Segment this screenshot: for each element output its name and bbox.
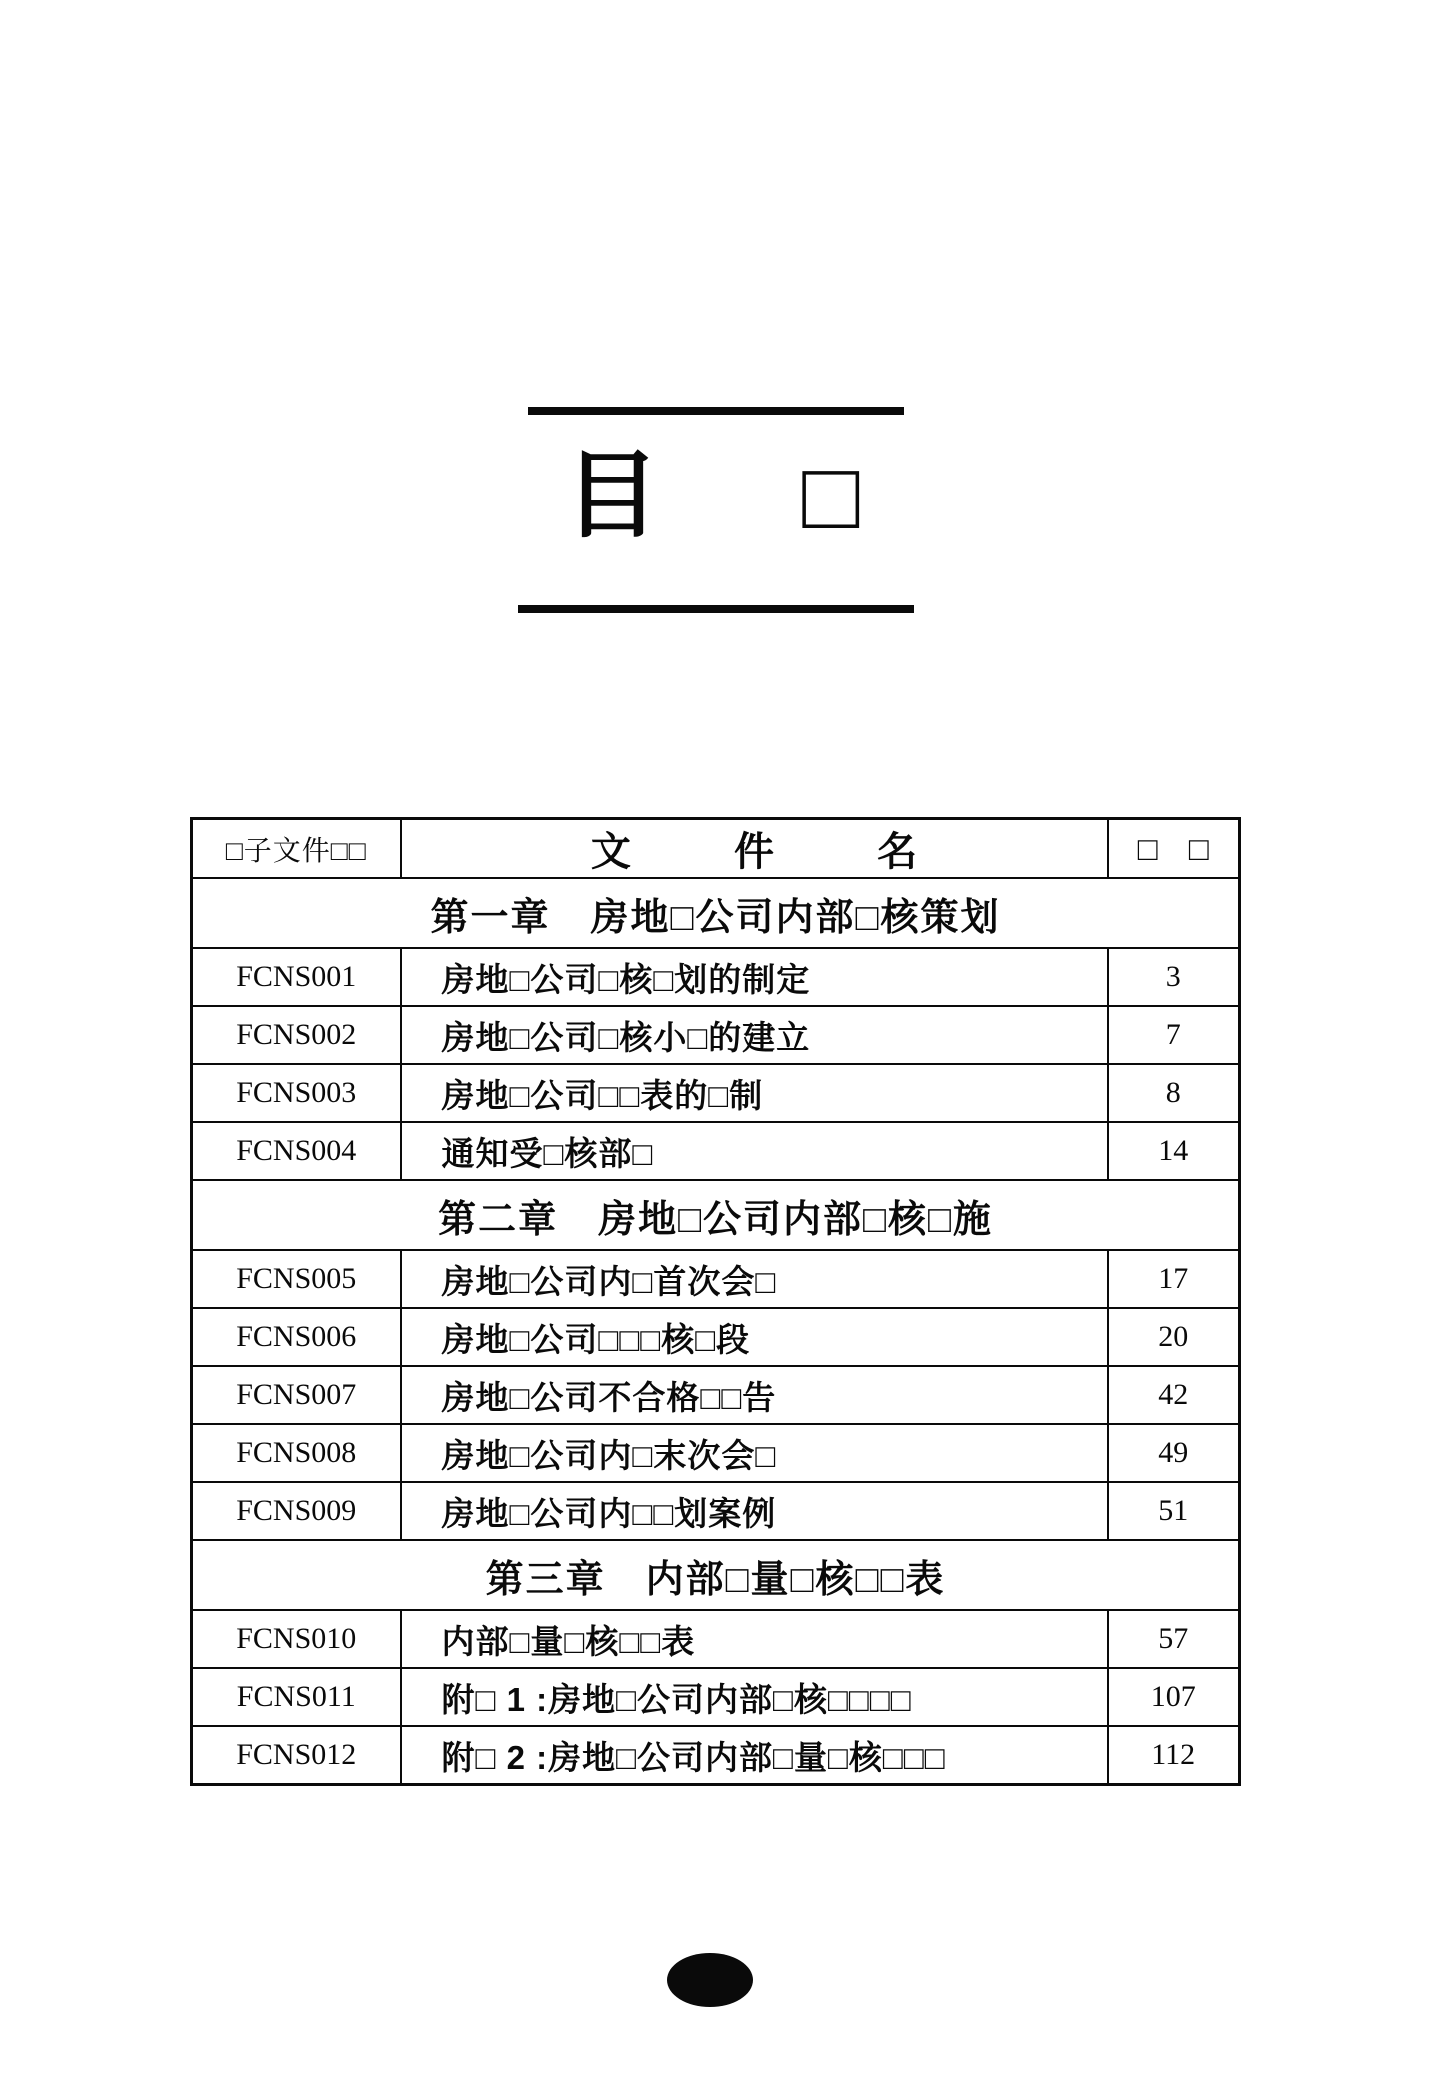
table-row: [192, 1250, 1240, 1308]
section-row-chapter3: [192, 1540, 1240, 1610]
table-row: [192, 1122, 1240, 1180]
section-row-chapter1: [192, 878, 1240, 948]
doc-name-cell: 房地□公司不合格□□告: [401, 1366, 1108, 1424]
page-number-cell: 20: [1108, 1308, 1240, 1366]
page-number-cell: 7: [1108, 1006, 1240, 1064]
page-number-cell: 42: [1108, 1366, 1240, 1424]
title-top-rule: [528, 407, 904, 415]
section-title: 第一章 房地□公司内部□核策划: [192, 878, 1240, 948]
header-doc-name: 文 件 名: [401, 819, 1108, 879]
table-row: [192, 1482, 1240, 1540]
section-row-chapter2: [192, 1180, 1240, 1250]
doc-code-cell: FCNS001: [192, 948, 401, 1006]
doc-name-cell: 房地□公司内□□划案例: [401, 1482, 1108, 1540]
toc-table: [190, 817, 1241, 1786]
section-title: 第三章 内部□量□核□□表: [192, 1540, 1240, 1610]
table-row: [192, 1366, 1240, 1424]
page-number-cell: 49: [1108, 1424, 1240, 1482]
doc-name-cell: 房地□公司内□首次会□: [401, 1250, 1108, 1308]
table-row: [192, 1308, 1240, 1366]
title-block: [518, 407, 914, 613]
doc-code-cell: FCNS010: [192, 1610, 401, 1668]
doc-code-cell: FCNS006: [192, 1308, 401, 1366]
section-title: 第二章 房地□公司内部□核□施: [192, 1180, 1240, 1250]
table-row: [192, 948, 1240, 1006]
table-row: [192, 1424, 1240, 1482]
page-number-cell: 51: [1108, 1482, 1240, 1540]
doc-name-cell: 房地□公司内□末次会□: [401, 1424, 1108, 1482]
doc-code-cell: FCNS002: [192, 1006, 401, 1064]
table-header-row: [192, 819, 1240, 879]
page-title: 目 □: [564, 443, 868, 549]
doc-code-cell: FCNS009: [192, 1482, 401, 1540]
doc-name-cell: 房地□公司□□表的□制: [401, 1064, 1108, 1122]
table-row: [192, 1726, 1240, 1785]
doc-code-cell: FCNS004: [192, 1122, 401, 1180]
doc-code-cell: FCNS012: [192, 1726, 401, 1785]
doc-code-cell: FCNS008: [192, 1424, 401, 1482]
page-number-cell: 14: [1108, 1122, 1240, 1180]
title-bottom-rule: [518, 605, 914, 613]
doc-name-cell: 通知受□核部□: [401, 1122, 1108, 1180]
header-page: □ □: [1108, 819, 1240, 879]
page-number-cell: 107: [1108, 1668, 1240, 1726]
doc-code-cell: FCNS007: [192, 1366, 401, 1424]
doc-name-cell: 房地□公司□核小□的建立: [401, 1006, 1108, 1064]
page-number-cell: 3: [1108, 948, 1240, 1006]
table-row: [192, 1064, 1240, 1122]
table-row: [192, 1668, 1240, 1726]
doc-name-cell: 房地□公司□□□核□段: [401, 1308, 1108, 1366]
doc-name-cell: 内部□量□核□□表: [401, 1610, 1108, 1668]
doc-code-cell: FCNS011: [192, 1668, 401, 1726]
page-number-cell: 8: [1108, 1064, 1240, 1122]
page-number-cell: 17: [1108, 1250, 1240, 1308]
doc-name-cell: 房地□公司□核□划的制定: [401, 948, 1108, 1006]
table-row: [192, 1610, 1240, 1668]
page-marker-ellipse: [667, 1953, 753, 2007]
header-doc-id: □子文件□□: [192, 819, 401, 879]
doc-code-cell: FCNS003: [192, 1064, 401, 1122]
page-number-cell: 57: [1108, 1610, 1240, 1668]
page-number-cell: 112: [1108, 1726, 1240, 1785]
doc-name-cell: 附□ 1 :房地□公司内部□核□□□□: [401, 1668, 1108, 1726]
table-row: [192, 1006, 1240, 1064]
doc-code-cell: FCNS005: [192, 1250, 401, 1308]
doc-name-cell: 附□ 2 :房地□公司内部□量□核□□□: [401, 1726, 1108, 1785]
